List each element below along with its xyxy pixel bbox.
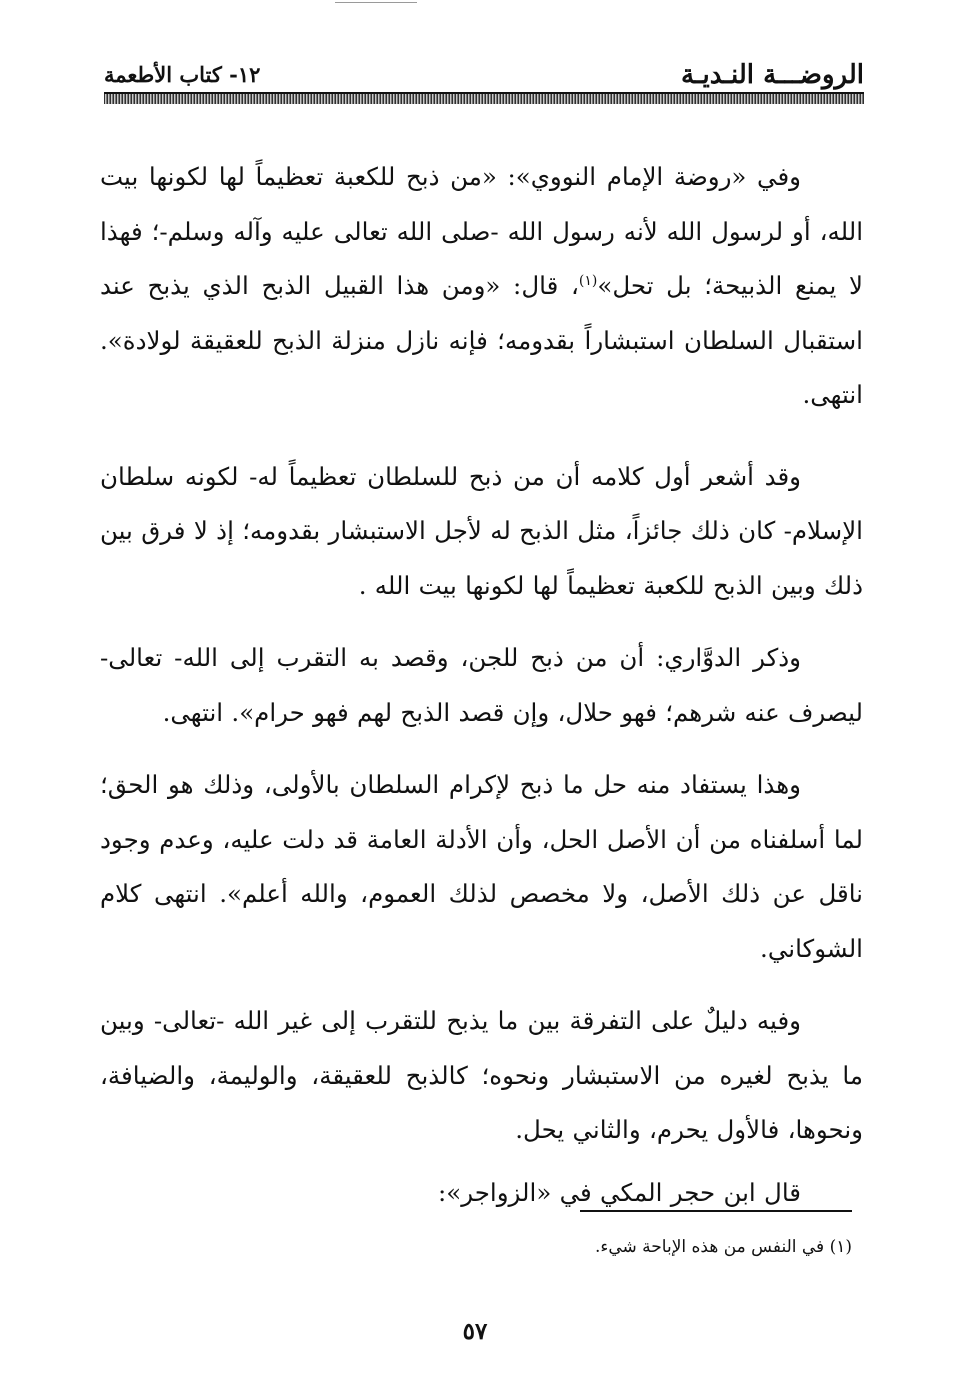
paragraph-1 <box>100 150 863 423</box>
paragraph-1-text: وفي «روضة الإمام النووي»: «من ذبح للكعبة تعظيماً لها لكونها بيت الله، أو لرسول الله لأنه رسول الله -صلى الله تعالى عليه وآله وسلم-؛ فهذا لا يمنع الذبيحة؛ بل تحل» <box>100 162 863 300</box>
footnote-divider <box>580 1210 852 1212</box>
header-band <box>104 92 864 104</box>
top-rule <box>335 2 417 3</box>
paragraph-6: قال ابن حجر المكي في «الزواجر»: <box>437 1177 801 1207</box>
paragraph-2: وقد أشعر أول كلامه أن من ذبح للسلطان تعظيماً له- لكونه سلطان الإسلام- كان ذلك جائزاً، مثل الذبح له لأجل الاستبشار بقدومه؛ إذ لا فرق بين ذلك وبين الذبح للكعبة تعظيماً لها لكونها بيت الله . <box>100 461 863 600</box>
paragraph-5: وفيه دليلٌ على التفرقة بين ما يذبح للتقرب إلى غير الله -تعالى- وبين ما يذبح لغيره من الاستبشار ونحوه؛ كالذبح للعقيقة، والوليمة، والضيافة، ونحوها، فالأول يحرم، والثاني يحل. <box>100 1006 863 1144</box>
footnote-marker: (١) <box>578 272 598 289</box>
paragraph-1-continuation: ، قال: «ومن هذا القبيل الذبح الذي يذبح عند استقبال السلطان استبشاراً بقدومه؛ فإنه نازل منزلة الذبح للعقيقة لولادة». انتهى. <box>100 271 863 409</box>
paragraph-3: وذكر الدوَّاري: أن من ذبح للجن، وقصد به التقرب إلى الله- تعالى- ليصرف عنه شرهم؛ فهو حلال، وإن قصد الذبح لهم فهو حرام». انتهى. <box>100 643 863 727</box>
main-text <box>100 150 863 1220</box>
paragraph-4: وهذا يستفاد منه حل ما ذبح لإكرام السلطان بالأولى، وذلك هو الحق؛ لما أسلفناه من أن الأصل الحل، وأن الأدلة العامة قد دلت عليه، وعدم وجود ناقل عن ذلك الأصل، ولا مخصص لذلك العموم، والله أعلم». انتهى كلام الشوكاني. <box>100 770 863 963</box>
page-header <box>104 58 864 110</box>
page-number: ٥٧ <box>462 1318 488 1345</box>
footnote: (١) في النفس من هذه الإباحة شيء. <box>594 1237 852 1257</box>
chapter-title: ١٢- كتاب الأطعمة <box>104 62 261 87</box>
book-title: الروضـــة النـديـة <box>680 60 864 90</box>
